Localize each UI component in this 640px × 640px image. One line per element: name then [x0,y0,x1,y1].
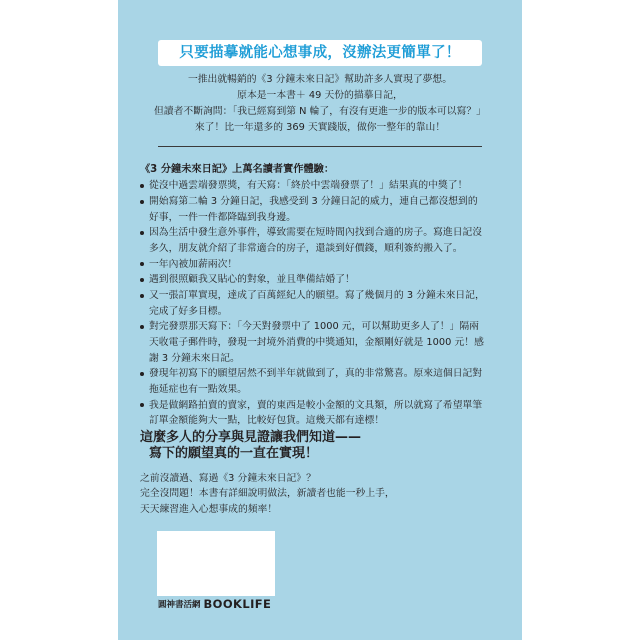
testimonials-heading: 《3 分鐘未來日記》上萬名讀者實作體驗： [140,164,335,175]
testimonial-line: 遇到很照顧我又貼心的對象，並且準備結婚了！ [149,274,355,286]
conclusion-heading [140,430,361,462]
testimonial-item [140,272,510,288]
intro-line: 來了！比一年還多的 369 天實踐版，做你一整年的靠山！ [194,122,446,133]
tagline-text: 只要描摹就能心想事成，沒辦法更簡單了！ [179,45,461,61]
testimonial-item [140,288,510,319]
testimonial-item [140,366,510,397]
testimonial-line: 又一張訂單實現，達成了百萬經紀人的願望。寫了幾個月的 3 分鐘未來日記， [149,289,485,301]
closing-line: 完全沒問題！本書有詳細說明做法，新讀者也能一秒上手， [140,488,395,499]
testimonial-item [140,398,510,429]
publisher-logo [158,596,271,612]
testimonial-item [140,257,510,273]
bullet-dot [140,278,144,282]
testimonial-line: 多久，朋友就介紹了非常適合的房子，還談到好價錢，順利簽約搬入了。 [149,242,463,254]
testimonial-line: 完成了好多目標。 [149,305,228,317]
conclusion-line: 這麼多人的分享與見證讓我們知道—— [140,430,362,445]
testimonial-line: 因為生活中發生意外事件，導致需要在短時間內找到合適的房子。寫進日記沒 [149,227,483,239]
testimonial-item [140,319,510,366]
intro-line: 但讀者不斷詢問：「我已經寫到第 N 輪了，有沒有更進一步的版本可以寫？」 [154,106,486,117]
testimonial-item [140,194,510,225]
bullet-dot [140,184,144,188]
bullet-dot [140,262,144,266]
intro-line: 原本是一本書＋ 49 天份的描摹日記， [237,90,403,101]
publisher-brand: BOOKLIFE [203,597,272,611]
testimonial-line: 拖延症也有一點效果。 [149,383,247,395]
testimonial-line: 一年內被加薪兩次！ [149,258,238,270]
tagline-banner [158,40,482,66]
testimonial-line: 發現年初寫下的願望居然不到半年就做到了，真的非常驚喜。原來這個日記對 [149,368,483,380]
testimonial-line: 我是做網路拍賣的賣家，賣的東西是較小金額的文具類，所以就寫了希望單筆 [149,399,483,411]
closing-paragraph [140,471,395,518]
bullet-dot [140,294,144,298]
testimonial-line: 對完發票那天寫下：「今天對發票中了 1000 元，可以幫助更多人了！」隔兩 [149,321,479,333]
testimonial-item [140,225,510,256]
testimonial-item [140,178,510,194]
intro-line: 一推出就暢銷的《3 分鐘未來日記》幫助許多人實現了夢想。 [187,74,453,85]
testimonial-line: 謝 3 分鐘未來日記。 [149,352,240,364]
bullet-dot [140,325,144,329]
bullet-dot [140,200,144,204]
testimonial-line: 從沒中過雲端發票獎，有天寫：「終於中雲端發票了！」結果真的中獎了！ [149,180,468,192]
book-back-cover [118,0,522,640]
barcode-area [157,531,275,596]
bullet-dot [140,403,144,407]
intro-paragraph [118,72,522,136]
testimonial-line: 天收電子郵件時，發現一封境外消費的中獎通知，金額剛好就是 1000 元！感 [149,336,484,348]
closing-line: 天天練習進入心想事成的頻率！ [140,503,278,515]
conclusion-line: 寫下的願望真的一直在實現！ [149,446,319,461]
testimonial-line: 開始寫第二輪 3 分鐘日記，我感受到 3 分鐘日記的威力，連自己都沒想到的 [149,195,478,207]
testimonials-list [140,178,510,429]
closing-line: 之前沒讀過、寫過《3 分鐘未來日記》？ [140,472,316,484]
section-divider [158,146,482,147]
bullet-dot [140,372,144,376]
testimonial-line: 訂單金額能夠大一點，比較好包貨。這幾天都有達標！ [149,415,385,427]
publisher-name: 圓神書活網 [158,600,201,610]
bullet-dot [140,231,144,235]
testimonial-line: 好事，一件一件都降臨到我身邊。 [149,211,296,223]
